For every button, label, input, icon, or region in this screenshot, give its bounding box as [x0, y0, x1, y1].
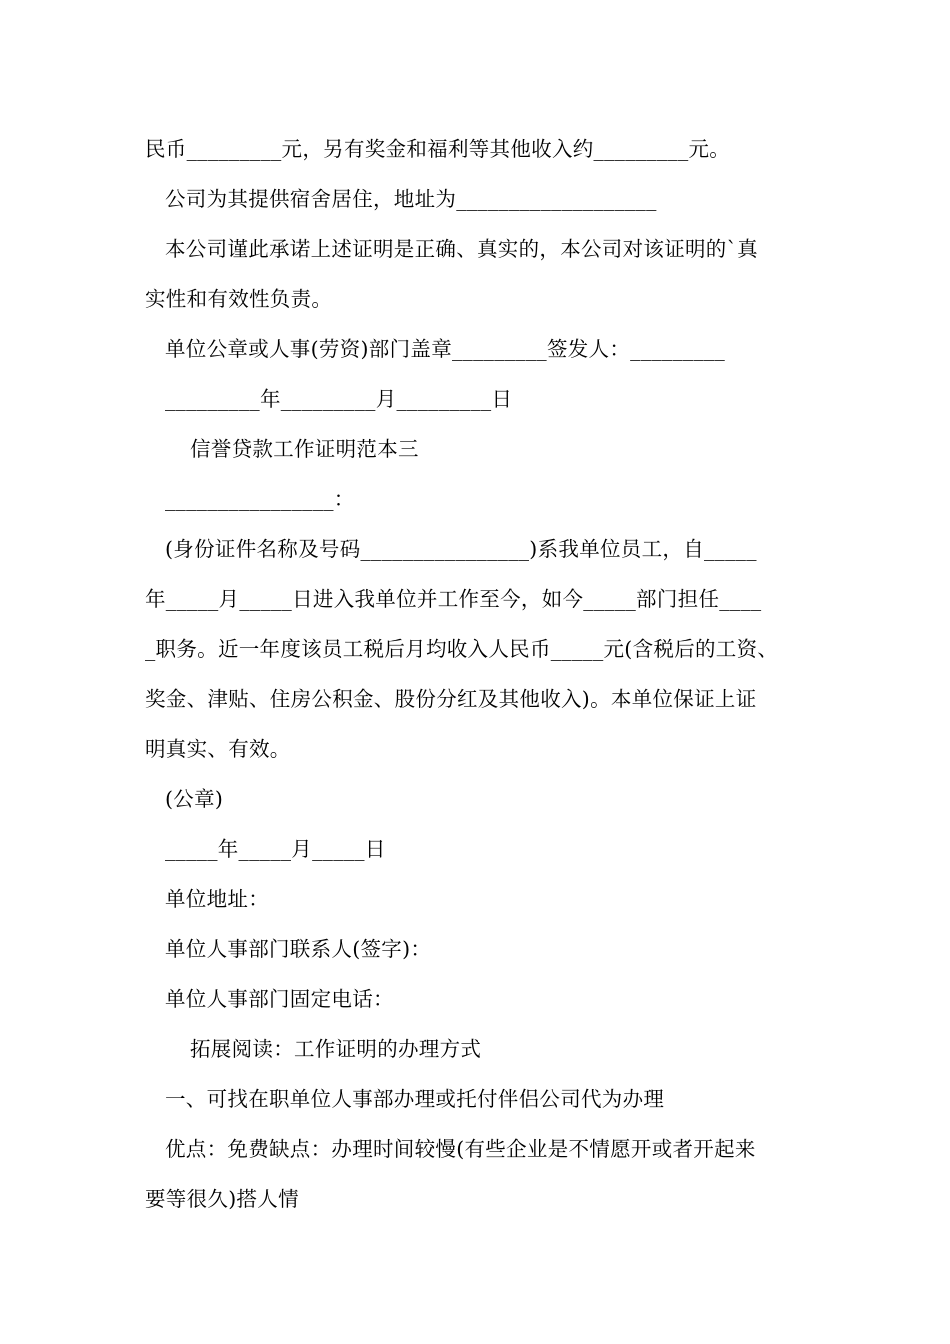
section-title: 信誉贷款工作证明范本三: [190, 437, 419, 461]
body-line-2: 年_____月_____日进入我单位并工作至今，如今_____部门担任____: [145, 587, 762, 611]
commitment-line-1: 本公司谨此承诺上述证明是正确、真实的，本公司对该证明的`真: [165, 237, 758, 261]
body-line-5: 明真实、有效。: [145, 737, 291, 761]
hr-phone-line: 单位人事部门固定电话：: [165, 987, 394, 1011]
extended-reading-title: 拓展阅读：工作证明的办理方式: [190, 1037, 482, 1061]
date-line-1: _________年_________月_________日: [165, 387, 513, 411]
seal-line: (公章): [165, 787, 224, 811]
date-line-2: _____年_____月_____日: [165, 837, 386, 861]
pros-cons-line-1: 优点：免费缺点：办理时间较慢(有些企业是不情愿开或者开起来: [165, 1137, 756, 1161]
pros-cons-line-2: 要等很久)搭人情: [145, 1187, 299, 1211]
body-line-4: 奖金、津贴、住房公积金、股份分红及其他收入)。本单位保证上证: [145, 687, 757, 711]
income-line: 民币_________元，另有奖金和福利等其他收入约_________元。: [145, 137, 731, 161]
commitment-line-2: 实性和有效性负责。: [145, 287, 333, 311]
company-address-line: 单位地址：: [165, 887, 269, 911]
addressee-line: ________________：: [165, 487, 355, 511]
stamp-signer-line: 单位公章或人事(劳资)部门盖章_________签发人：_________: [165, 337, 726, 361]
body-line-1: (身份证件名称及号码________________)系我单位员工，自_____: [165, 537, 757, 561]
method-one-line: 一、可找在职单位人事部办理或托付伴侣公司代为办理: [165, 1087, 665, 1111]
dormitory-address-line: 公司为其提供宿舍居住，地址为___________________: [165, 187, 657, 211]
hr-contact-line: 单位人事部门联系人(签字)：: [165, 937, 432, 961]
body-line-3: _职务。近一年度该员工税后月均收入人民币_____元(含税后的工资、: [145, 637, 779, 661]
